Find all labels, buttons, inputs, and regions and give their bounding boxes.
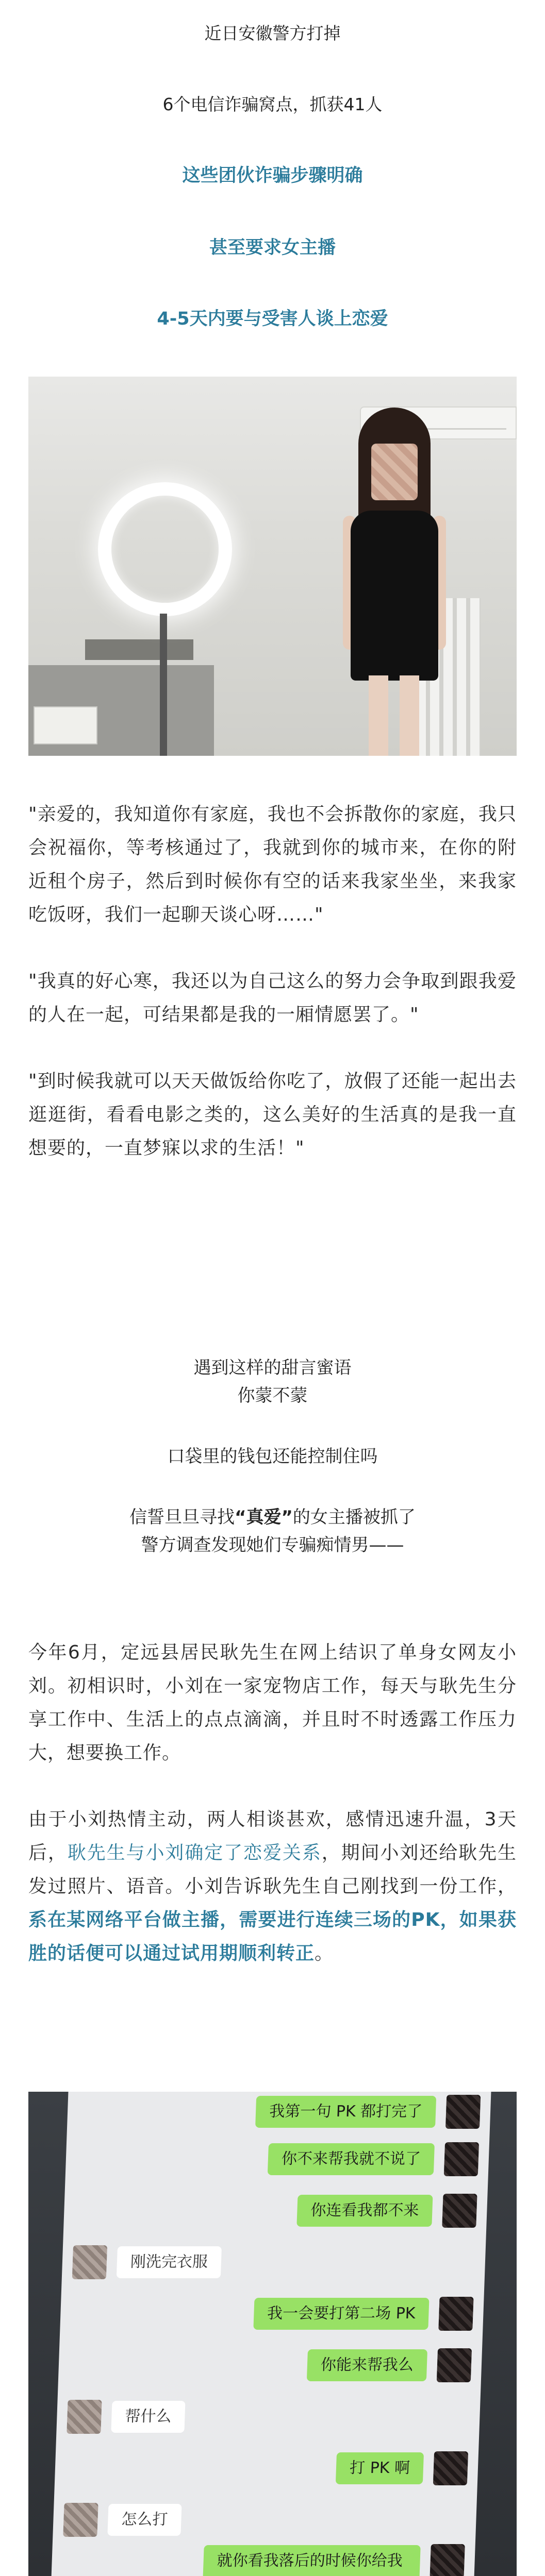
boxes [34,706,97,744]
middle-block [28,1354,517,1559]
story-paragraph-2 [28,1803,517,1970]
quote-2: "我真的好心寒，我还以为自己这么的努力会争取到跟我爱的人在一起，可结果都是我的一厢情愿罢了。" [28,971,517,1025]
chat-message-row [65,2139,489,2180]
sent-message-bubble[interactable]: 我第一句 PK 都打完了 [255,2096,436,2128]
receiver-avatar[interactable] [67,2400,102,2434]
streamer-photo [28,377,517,756]
shelf [85,639,193,660]
intro-line-4: 甚至要求女主播 [209,238,336,258]
chat-message-row [56,2397,481,2438]
story-p2-highlight-streamer: 系在某网络平台做主播，需要进行连续三场的PK，如果获胜的话便可以通过试用期顺利转正 [28,1909,517,1964]
left-leg [369,675,388,756]
received-message-bubble[interactable]: 刚洗完衣服 [117,2246,222,2278]
middle-line-5: 警方调查发现她们专骗痴情男—— [141,1535,404,1555]
intro-line-2: 6个电信诈骗窝点，抓获41人 [162,94,383,114]
sent-message-bubble[interactable]: 打 PK 啊 [336,2452,424,2484]
sender-avatar[interactable] [437,2348,472,2382]
chat-message-row [60,2294,484,2335]
middle-line-4 [28,1503,517,1531]
sent-message-bubble[interactable]: 你连看我都不来 [296,2195,433,2227]
middle-line-2: 你蒙不蒙 [237,1385,308,1406]
chat-message-row [67,2092,491,2133]
received-message-bubble[interactable]: 怎么打 [107,2504,181,2536]
chat-message-row [58,2345,483,2386]
receiver-avatar[interactable] [72,2245,107,2279]
story-p2-part-e: 。 [315,1943,334,1964]
sent-message-bubble[interactable]: 你不来帮我就不说了 [268,2143,435,2175]
middle-line-1: 遇到这样的甜言蜜语 [193,1358,352,1378]
middle-line-3: 口袋里的钱包还能控制住吗 [167,1446,378,1467]
chat-message-row [63,2191,488,2232]
quote-3: "到时候我就可以天天做饭给你吃了，放假了还能一起出去逛逛街，看看电影之类的，这么美好的生活真的是我一直想要的，一直梦寐以求的生活！" [28,1071,517,1159]
chat-message-row [61,2242,486,2283]
middle-line-4-quote: “真爱” [235,1507,293,1528]
middle-line-4c: 的女主播被抓了 [292,1507,416,1528]
story-p2-highlight-relationship: 耿先生与小刘确定了恋爱关系 [67,1842,322,1863]
ring-light-stand [160,614,167,756]
sender-avatar[interactable] [430,2544,465,2576]
sender-avatar[interactable] [438,2297,473,2331]
intro-line-5: 4-5天内要与受害人谈上恋爱 [157,309,388,329]
story-paragraph-1: 今年6月，定远县居民耿先生在网上结识了单身女网友小刘。初相识时，小刘在一家宠物店工作，每天与耿先生分享工作中、生活上的点点滴滴，并且时不时透露工作压力大，想要换工作。 [28,1642,517,1764]
chat-message-row [55,2448,479,2489]
right-leg [400,675,419,756]
sender-avatar[interactable] [442,2194,477,2228]
middle-line-4a: 信誓旦旦寻找 [129,1507,235,1528]
chat-screenshot [28,2092,517,2576]
sent-message-bubble[interactable]: 你能来帮我么 [307,2349,427,2381]
streamer-figure [343,408,446,756]
chat-message-row [51,2541,475,2576]
ring-light [98,482,232,616]
sent-message-bubble[interactable]: 我一会要打第二场 PK [253,2298,429,2330]
received-message-bubble[interactable]: 帮什么 [111,2401,185,2433]
sender-avatar[interactable] [433,2451,468,2485]
quote-1: "亲爱的，我知道你有家庭，我也不会拆散你的家庭，我只会祝福你，等考核通过了，我就到你的城市来，在你的附近租个房子，然后到时候你有空的话来我家坐坐，来我家吃饭呀，我们一起聊天谈心呀……" [28,804,517,925]
story-block [28,1636,517,1970]
sender-avatar[interactable] [445,2095,481,2129]
blurred-face [371,444,418,500]
chat-screen [51,2092,491,2576]
sent-message-bubble[interactable]: 就你看我落后的时候你给我上上礼物 [202,2545,421,2576]
sender-avatar[interactable] [444,2142,479,2176]
intro-line-1: 近日安徽警方打掉 [204,23,341,43]
story-p2-part-c: ，期间小刘还给耿先生发过照片、语音。小刘告诉耿先生自己刚找到一份工作， [28,1842,517,1897]
intro-line-3: 这些团伙诈骗步骤明确 [182,165,363,186]
chat-message-row [53,2500,477,2541]
black-dress [351,511,438,681]
quotes-block [28,798,517,1165]
receiver-avatar[interactable] [63,2503,98,2537]
story-p2-part-a: 由于小刘热情主动，两人相谈甚欢，感情迅速升温，3天后， [28,1809,517,1863]
